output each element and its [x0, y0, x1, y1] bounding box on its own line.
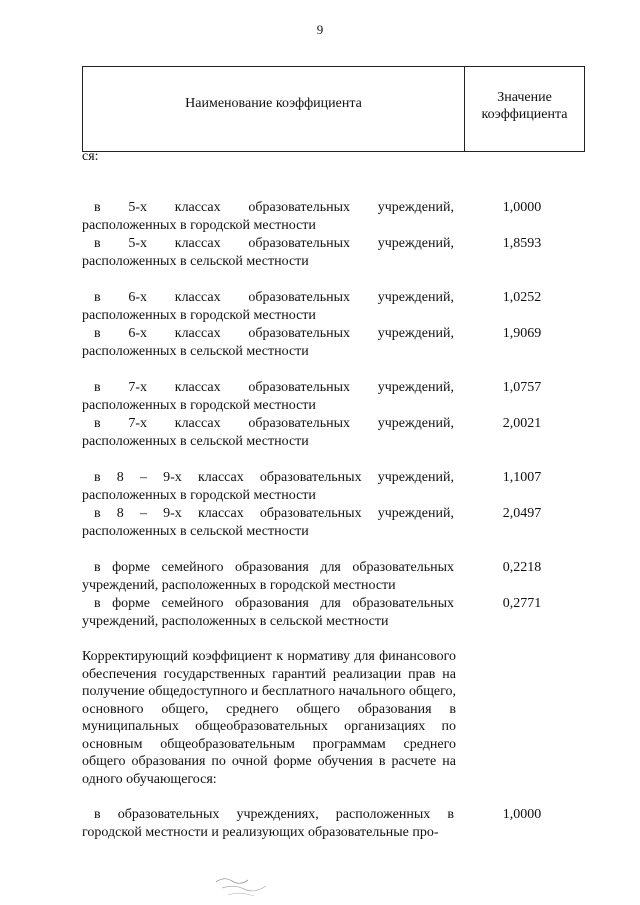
row-description: в 7-х классах образовательных учреждений, расположенных в сельской местности [82, 416, 454, 449]
column-header-value-line1: Значение [497, 90, 552, 105]
signature-mark-icon [214, 872, 284, 900]
row-value: 0,2771 [502, 596, 542, 611]
column-header-name: Наименование коэффициента [185, 96, 362, 111]
row-description: в образовательных учреждениях, расположенных в городской местности и реализующих образовательные про- [82, 807, 454, 840]
row-description: в форме семейного образования для образовательных учреждений, расположенных в городской местности [82, 560, 454, 593]
row-description: в 6-х классах образовательных учреждений, расположенных в городской местности [82, 290, 454, 323]
row-value: 1,1007 [502, 470, 542, 485]
column-header-value [465, 89, 584, 123]
carryover-text: ся: [82, 149, 99, 164]
row-description: в 8 – 9-х классах образовательных учреждений, расположенных в сельской местности [82, 506, 454, 539]
row-description: в 5-х классах образовательных учреждений, расположенных в городской местности [82, 200, 454, 233]
row-description: в 6-х классах образовательных учреждений, расположенных в сельской местности [82, 326, 454, 359]
column-header-value-line2: коэффициента [481, 107, 568, 122]
page-number: 9 [316, 22, 324, 37]
row-value: 1,0000 [502, 807, 542, 822]
row-description: в 7-х классах образовательных учреждений, расположенных в городской местности [82, 380, 454, 413]
row-value: 2,0497 [502, 506, 542, 521]
row-value: 1,0000 [502, 200, 542, 215]
section-paragraph: Корректирующий коэффициент к нормативу для финансового обеспечения государственных гарантий реализации прав на получение общедоступного и бесплатного начального общего, основного общего, среднего общего образования в муниципальных общеобразовательных организациях по основным общеобразовательным программам среднего общего образования по очной форме обучения в расчете на одного обучающегося: [82, 649, 456, 787]
row-description: в форме семейного образования для образовательных учреждений, расположенных в сельской местности [82, 596, 454, 629]
row-value: 2,0021 [502, 416, 542, 431]
row-value: 1,0757 [502, 380, 542, 395]
row-description: в 5-х классах образовательных учреждений, расположенных в сельской местности [82, 236, 454, 269]
row-description: в 8 – 9-х классах образовательных учреждений, расположенных в городской местности [82, 470, 454, 503]
row-value: 1,0252 [502, 290, 542, 305]
row-value: 1,8593 [502, 236, 542, 251]
row-value: 0,2218 [502, 560, 542, 575]
row-value: 1,9069 [502, 326, 542, 341]
table-header [82, 66, 585, 152]
